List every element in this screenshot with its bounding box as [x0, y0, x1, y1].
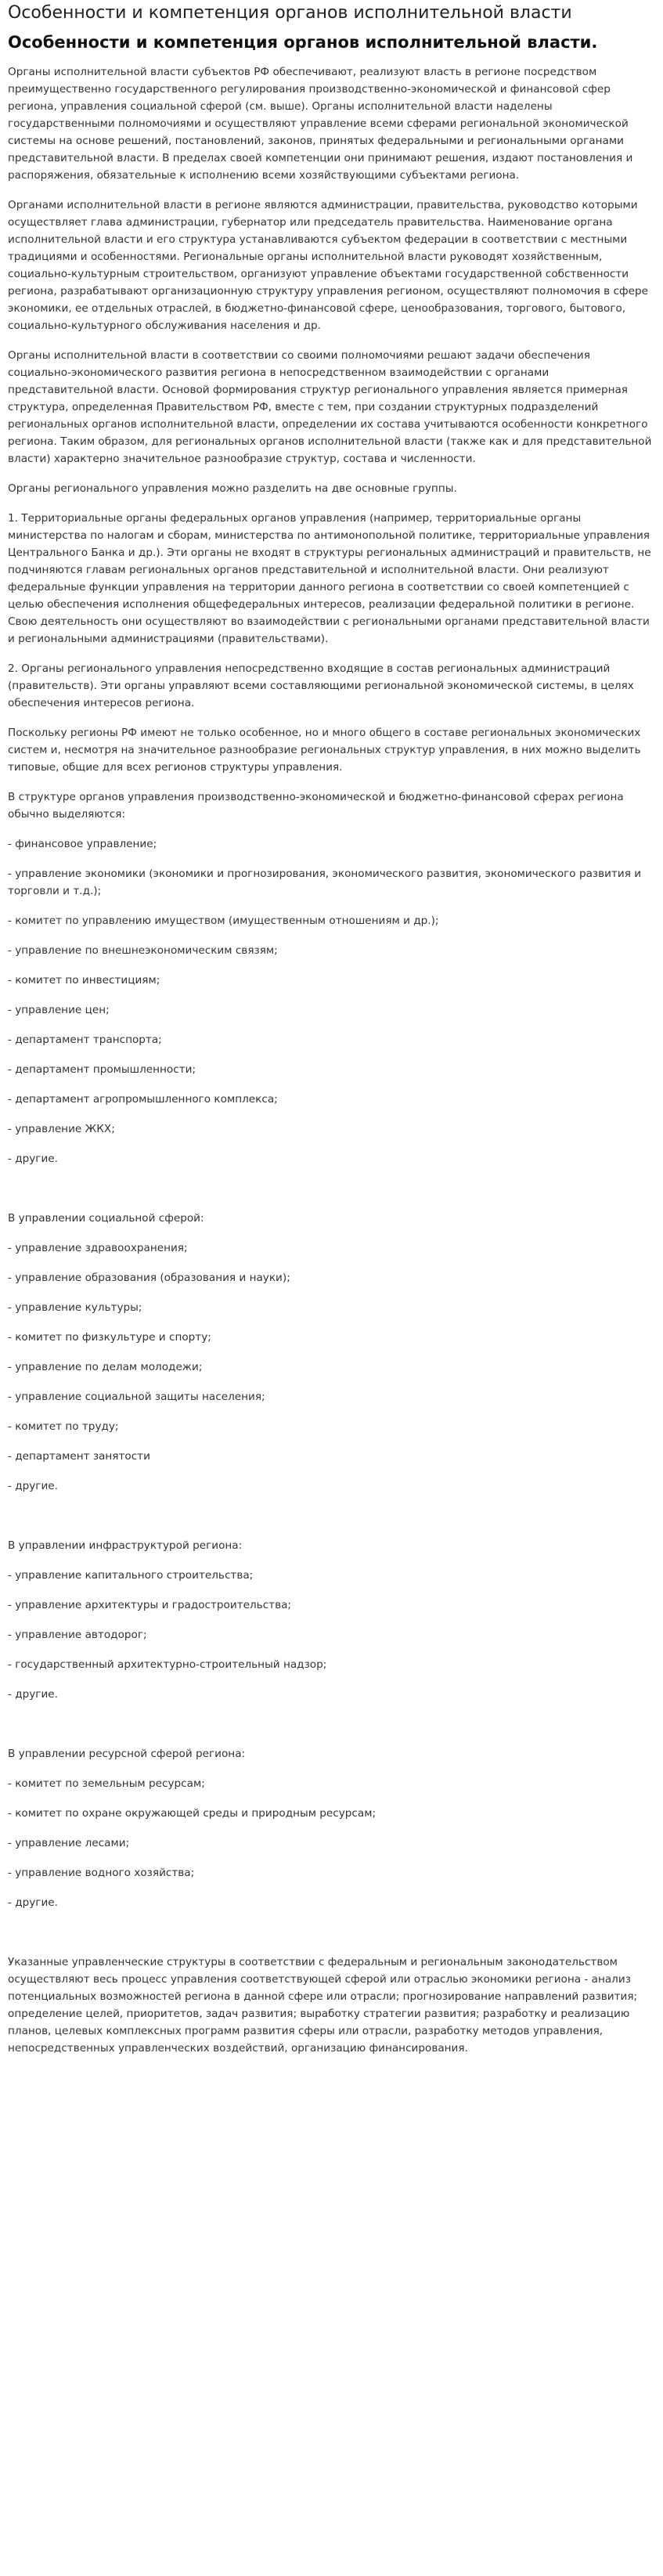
paragraph: 2. Органы регионального управления непосредственно входящие в состав региональных администраций (правительств). Эти органы управляют всеми составляющими региональной экономической системы, в целях обеспечения интересов региона. [8, 662, 634, 709]
list-item: - управление лесами; [8, 1837, 130, 1849]
list-item: - комитет по охране окружающей среды и природным ресурсам; [8, 1807, 377, 1820]
paragraph: Поскольку регионы РФ имеют не только особенное, но и много общего в составе региональных экономических систем и, несмотря на значительное разнообразие региональных структур управления, в них можно выделить типовые, общие для всех регионов структуры управления. [8, 727, 641, 774]
list-item: - комитет по земельным ресурсам; [8, 1777, 205, 1790]
list-item: - другие. [8, 1688, 58, 1701]
list-item: - департамент промышленности; [8, 1063, 196, 1076]
list-item: - департамент транспорта; [8, 1034, 162, 1046]
list-item: - управление капитального строительства; [8, 1569, 254, 1582]
list-item: - государственный архитектурно-строительный надзор; [8, 1658, 327, 1671]
list-item: - управление культуры; [8, 1301, 142, 1314]
article-body [8, 63, 655, 2057]
list-item: - управление социальной защиты населения; [8, 1391, 265, 1403]
section-heading-social: В управлении социальной сферой: [8, 1212, 204, 1225]
list-item: - управление здравоохранения; [8, 1242, 188, 1254]
list-item: - управление цен; [8, 1004, 110, 1016]
list-item: - другие. [8, 1153, 58, 1165]
resource-sphere-list [8, 1775, 655, 1911]
social-sphere-list [8, 1239, 655, 1495]
spacer [8, 1507, 655, 1537]
list-item: - управление ЖКХ; [8, 1123, 115, 1135]
spacer [8, 1180, 655, 1210]
paragraph: Органы исполнительной власти субъектов РФ обеспечивают, реализуют власть в регионе посредством преимущественно государственного регулирования производственно-экономической и финансовой сфер региона, управления социальной сферой (см. выше). Органы исполнительной власти наделены государственными полномочиями и осуществляют управление всеми сферами региональной экономической системы на основе решений, постановлений, законов, принятых федеральными и региональными органами представительной власти. В пределах своей компетенции они принимают решения, издают постановления и распоряжения, обязательные к исполнению всеми хозяйствующими субъектами региона. [8, 66, 633, 182]
list-item: - управление по делам молодежи; [8, 1361, 203, 1373]
list-item: - управление по внешнеэкономическим связям; [8, 944, 278, 957]
spacer [8, 1716, 655, 1745]
economic-sphere-list [8, 835, 655, 1167]
list-item: - другие. [8, 1896, 58, 1909]
section-heading-resources: В управлении ресурсной сферой региона: [8, 1748, 246, 1760]
paragraph: 1. Территориальные органы федеральных органов управления (например, территориальные органы министерства по налогам и сборам, министерства по антимонопольной политике, территориальные управления Центрального Банка и др.). Эти органы не входят в структуры региональных администраций и правительств, не подчиняются главам региональных органов представительной и исполнительной власти. Они реализуют федеральные функции управления на территории данного региона в соответствии со своей компетенцией с целью обеспечения исполнения общефедеральных интересов, реализации федеральной политики в регионе. Свою деятельность они осуществляют во взаимодействии с региональными органами представительной власти и региональными администрациями (правительствами). [8, 512, 651, 645]
list-item: - департамент агропромышленного комплекса; [8, 1093, 278, 1106]
list-item: - другие. [8, 1480, 58, 1492]
list-item: - управление автодорог; [8, 1629, 147, 1641]
list-item: - управление экономики (экономики и прогнозирования, экономического развития, экономического развития и торговли и т.д.); [8, 868, 642, 897]
closing-paragraph: Указанные управленческие структуры в соответствии с федеральным и региональным законодательством осуществляют весь процесс управления соответствующей сферой или отраслью экономики региона - анализ потенциальных возможностей региона в данной сфере или отрасли; прогнозирование направлений развития; определение целей, приоритетов, задач развития; выработку стратегии развития; разработку и реализацию планов, целевых комплексных программ развития сферы или отрасли, разработку методов управления, непосредственных управленческих воздействий, организацию финансирования. [8, 1956, 638, 2055]
article-heading: Особенности и компетенция органов исполнительной власти. [8, 33, 598, 52]
list-item: - комитет по труду; [8, 1420, 119, 1433]
list-item: - управление водного хозяйства; [8, 1867, 195, 1879]
list-item: - комитет по инвестициям; [8, 974, 160, 987]
list-item: - управление образования (образования и науки); [8, 1272, 290, 1284]
paragraph: Органами исполнительной власти в регионе являются администрации, правительства, руководство которыми осуществляет глава администрации, губернатор или председатель правительства. Наименование органа исполнительной власти и его структура устанавливаются субъектом федерации в соответствии с местными традициями и особенностями. Региональные органы исполнительной власти руководят хозяйственным, социально-культурным строительством, организуют управление объектами государственной собственности региона, разрабатывают организационную структуру управления регионом, осуществляют полномочия в сфере экономики, ее отдельных отраслей, в бюджетно-финансовой сфере, ценообразования, торгового, бытового, социально-культурного обслуживания населения и др. [8, 199, 648, 332]
paragraph: Органы исполнительной власти в соответствии со своими полномочиями решают задачи обеспечения социально-экономического развития региона в непосредственном взаимодействии с органами представительной власти. Основой формирования структур регионального управления является примерная структура, определенная Правительством РФ, вместе с тем, при создании структурных подразделений региональных органов исполнительной власти, определении их состава учитываются особенности конкретного региона. Таким образом, для региональных органов исполнительной власти (также как и для представительной власти) характерно значительное разнообразие структур, состава и численности. [8, 349, 652, 465]
list-item: - управление архитектуры и градостроительства; [8, 1599, 292, 1611]
list-item: - комитет по управлению имуществом (имущественным отношениям и др.); [8, 915, 439, 927]
section-heading-infrastructure: В управлении инфраструктурой региона: [8, 1539, 243, 1552]
list-item: - департамент занятости [8, 1450, 150, 1463]
infrastructure-list [8, 1567, 655, 1703]
spacer [8, 1924, 655, 1954]
list-item: - комитет по физкультуре и спорту; [8, 1331, 211, 1344]
paragraph: Органы регионального управления можно разделить на две основные группы. [8, 482, 457, 495]
page-title: Особенности и компетенция органов исполнительной власти [8, 3, 572, 23]
list-item: - финансовое управление; [8, 838, 157, 850]
paragraph: В структуре органов управления производственно-экономической и бюджетно-финансовой сферах региона обычно выделяются: [8, 791, 624, 821]
